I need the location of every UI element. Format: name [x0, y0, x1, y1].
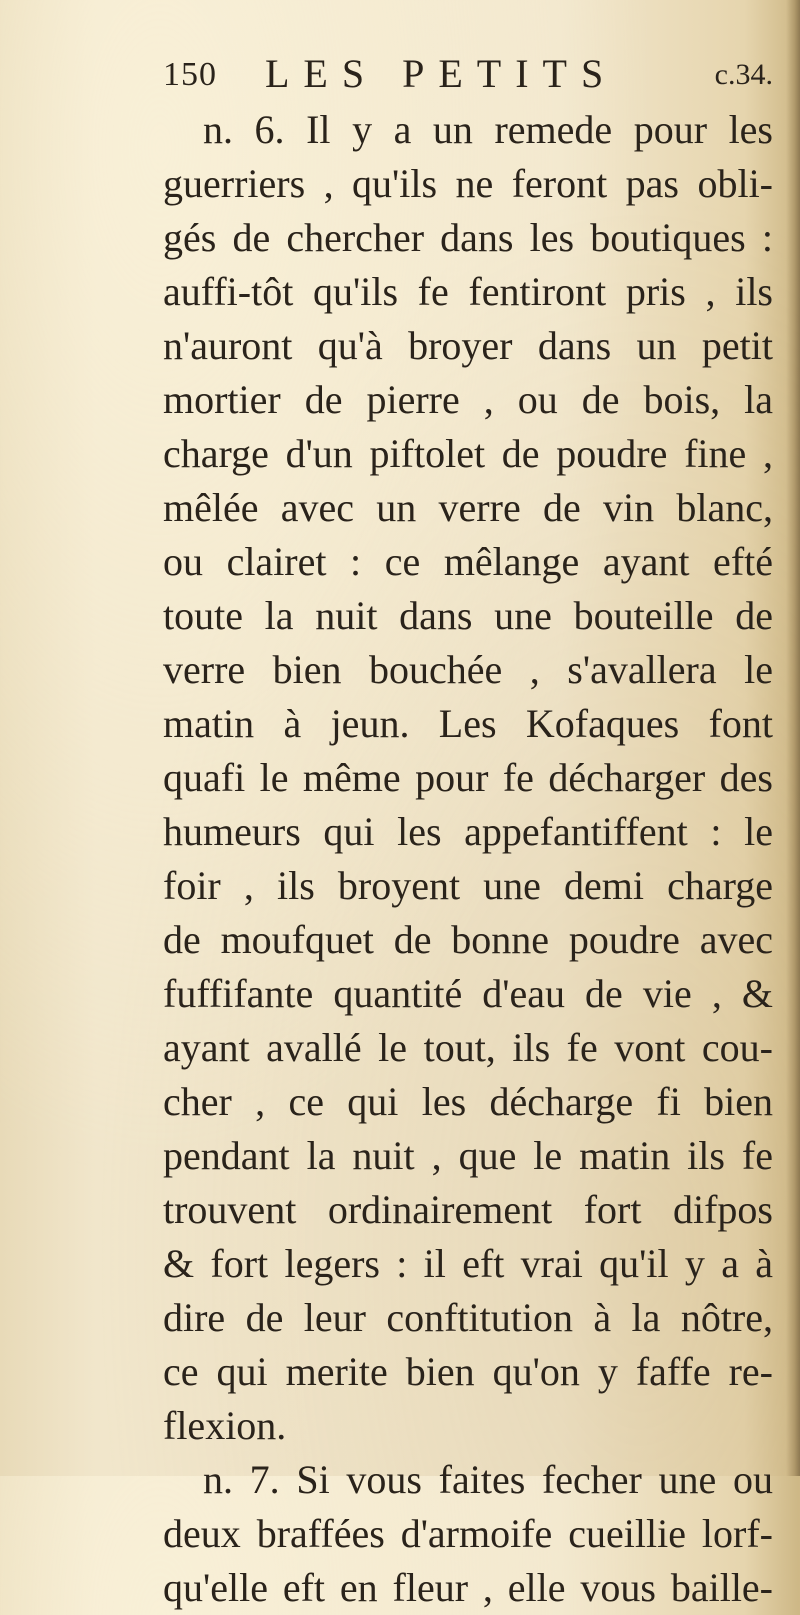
text-line: n. 6. Il y a un remede pour les — [203, 107, 773, 152]
text-line: auffi-tôt qu'ils fe fentiront pris , ils — [163, 269, 773, 314]
text-line: n'auront qu'à broyer dans un petit — [163, 323, 773, 368]
text-line: n. 7. Si vous faites fecher une ou — [203, 1457, 773, 1502]
text-line: charge d'un piftolet de poudre fine , — [163, 431, 773, 476]
text-line: mêlée avec un verre de vin blanc, — [163, 485, 773, 530]
text-line: de moufquet de bonne poudre avec — [163, 917, 773, 962]
text-line: deux braffées d'armoife cueillie lorf- — [163, 1511, 773, 1556]
page-edge-shadow — [786, 0, 800, 1476]
page-number: 150 — [163, 56, 217, 93]
text-line: trouvent ordinairement fort difpos — [163, 1187, 773, 1232]
text-line: ou clairet : ce mêlange ayant efté — [163, 539, 773, 584]
text-line: fuffifante quantité d'eau de vie , & — [163, 971, 773, 1016]
text-line: humeurs qui les appefantiffent : le — [163, 809, 773, 854]
text-line: dire de leur conftitution à la nôtre, — [163, 1295, 773, 1340]
running-title: LES PETITS — [265, 51, 618, 96]
chapter-number: c.34. — [714, 58, 773, 91]
text-line: pendant la nuit , que le matin ils fe — [163, 1133, 773, 1178]
text-line: qu'elle eft en fleur , elle vous baille- — [163, 1565, 773, 1610]
text-line: mortier de pierre , ou de bois, la — [163, 377, 773, 422]
text-line: matin à jeun. Les Kofaques font — [163, 701, 773, 746]
text-line: ayant avallé le tout, ils fe vont cou- — [163, 1025, 773, 1070]
text-line: verre bien bouchée , s'avallera le — [163, 647, 773, 692]
text-line: quafi le même pour fe décharger des — [163, 755, 773, 800]
text-line: gés de chercher dans les boutiques : — [163, 215, 773, 260]
text-line: flexion. — [163, 1403, 287, 1448]
text-line: cher , ce qui les décharge fi bien — [163, 1079, 773, 1124]
text-line: foir , ils broyent une demi charge — [163, 863, 773, 908]
text-line: guerriers , qu'ils ne feront pas obli- — [163, 161, 773, 206]
text-line: toute la nuit dans une bouteille de — [163, 593, 773, 638]
text-line: ce qui merite bien qu'on y faffe re- — [163, 1349, 773, 1394]
page-header — [163, 50, 773, 104]
text-line: & fort legers : il eft vrai qu'il y a à — [163, 1241, 773, 1286]
body-text — [163, 103, 773, 1615]
